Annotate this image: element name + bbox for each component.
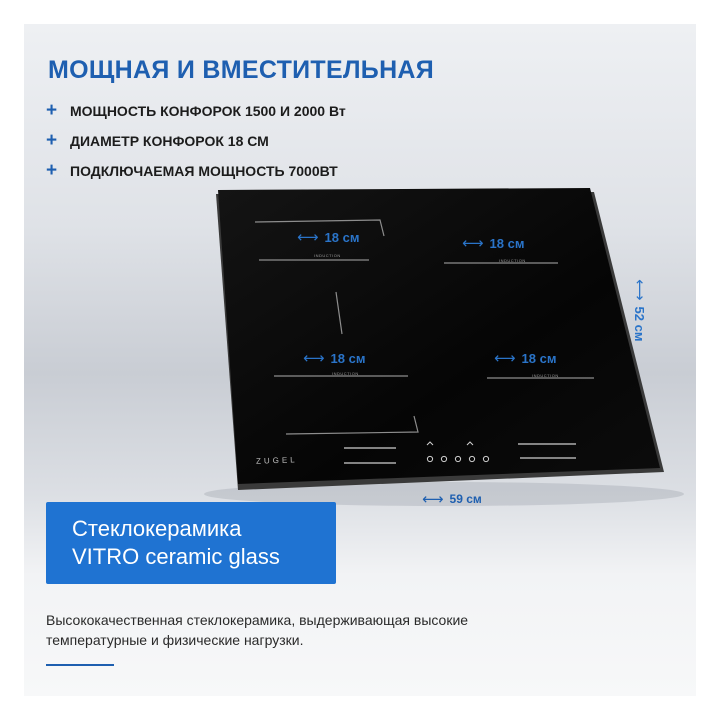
description-text: Высококачественная стеклокерамика, выдерживающая высокие температурные и физические нагрузки. — [46, 612, 469, 648]
depth-dimension — [631, 279, 649, 341]
feature-text: ДИАМЕТР КОНФОРОК 18 СМ — [70, 133, 269, 149]
cooktop-glass — [218, 188, 660, 484]
plus-icon: + — [46, 160, 58, 181]
double-arrow-icon: ⟷ — [297, 229, 319, 246]
plus-icon: + — [46, 130, 58, 151]
material-subtitle: VITRO ceramic glass — [72, 544, 280, 569]
double-arrow-icon: ⟷ — [631, 279, 648, 301]
width-text: 59 см — [449, 492, 482, 506]
headline: МОЩНАЯ И ВМЕСТИТЕЛЬНАЯ — [48, 56, 435, 84]
zone-diameter-label — [494, 349, 556, 367]
double-arrow-icon: ⟷ — [303, 350, 325, 367]
width-dimension — [422, 490, 482, 508]
feature-text: ПОДКЛЮЧАЕМАЯ МОЩНОСТЬ 7000ВТ — [70, 163, 338, 179]
double-arrow-icon: ⟷ — [422, 491, 444, 508]
zone-diameter-text: 18 см — [330, 350, 366, 366]
zone-diameter-text: 18 см — [324, 229, 360, 245]
zone-mark: INDUCTION — [332, 371, 359, 376]
double-arrow-icon: ⟷ — [462, 235, 484, 252]
product-card — [24, 24, 696, 696]
zone-diameter-label — [462, 234, 524, 252]
zone-diameter-label — [303, 349, 365, 367]
zone-diameter-text: 18 см — [521, 350, 557, 366]
plus-icon: + — [46, 100, 58, 121]
feature-text: МОЩНОСТЬ КОНФОРОК 1500 И 2000 Вт — [70, 103, 346, 119]
accent-divider — [46, 664, 114, 666]
material-badge — [46, 502, 336, 584]
zone-diameter-label — [297, 228, 359, 246]
double-arrow-icon: ⟷ — [494, 350, 516, 367]
brand-logo: ZUGEL — [255, 455, 298, 466]
zone-mark: INDUCTION — [314, 253, 341, 258]
material-title: Стеклокерамика — [72, 516, 242, 541]
zone-mark: INDUCTION — [532, 373, 559, 378]
zone-mark: INDUCTION — [499, 258, 526, 263]
zone-diameter-text: 18 см — [489, 235, 525, 251]
depth-text: 52 см — [632, 306, 648, 342]
